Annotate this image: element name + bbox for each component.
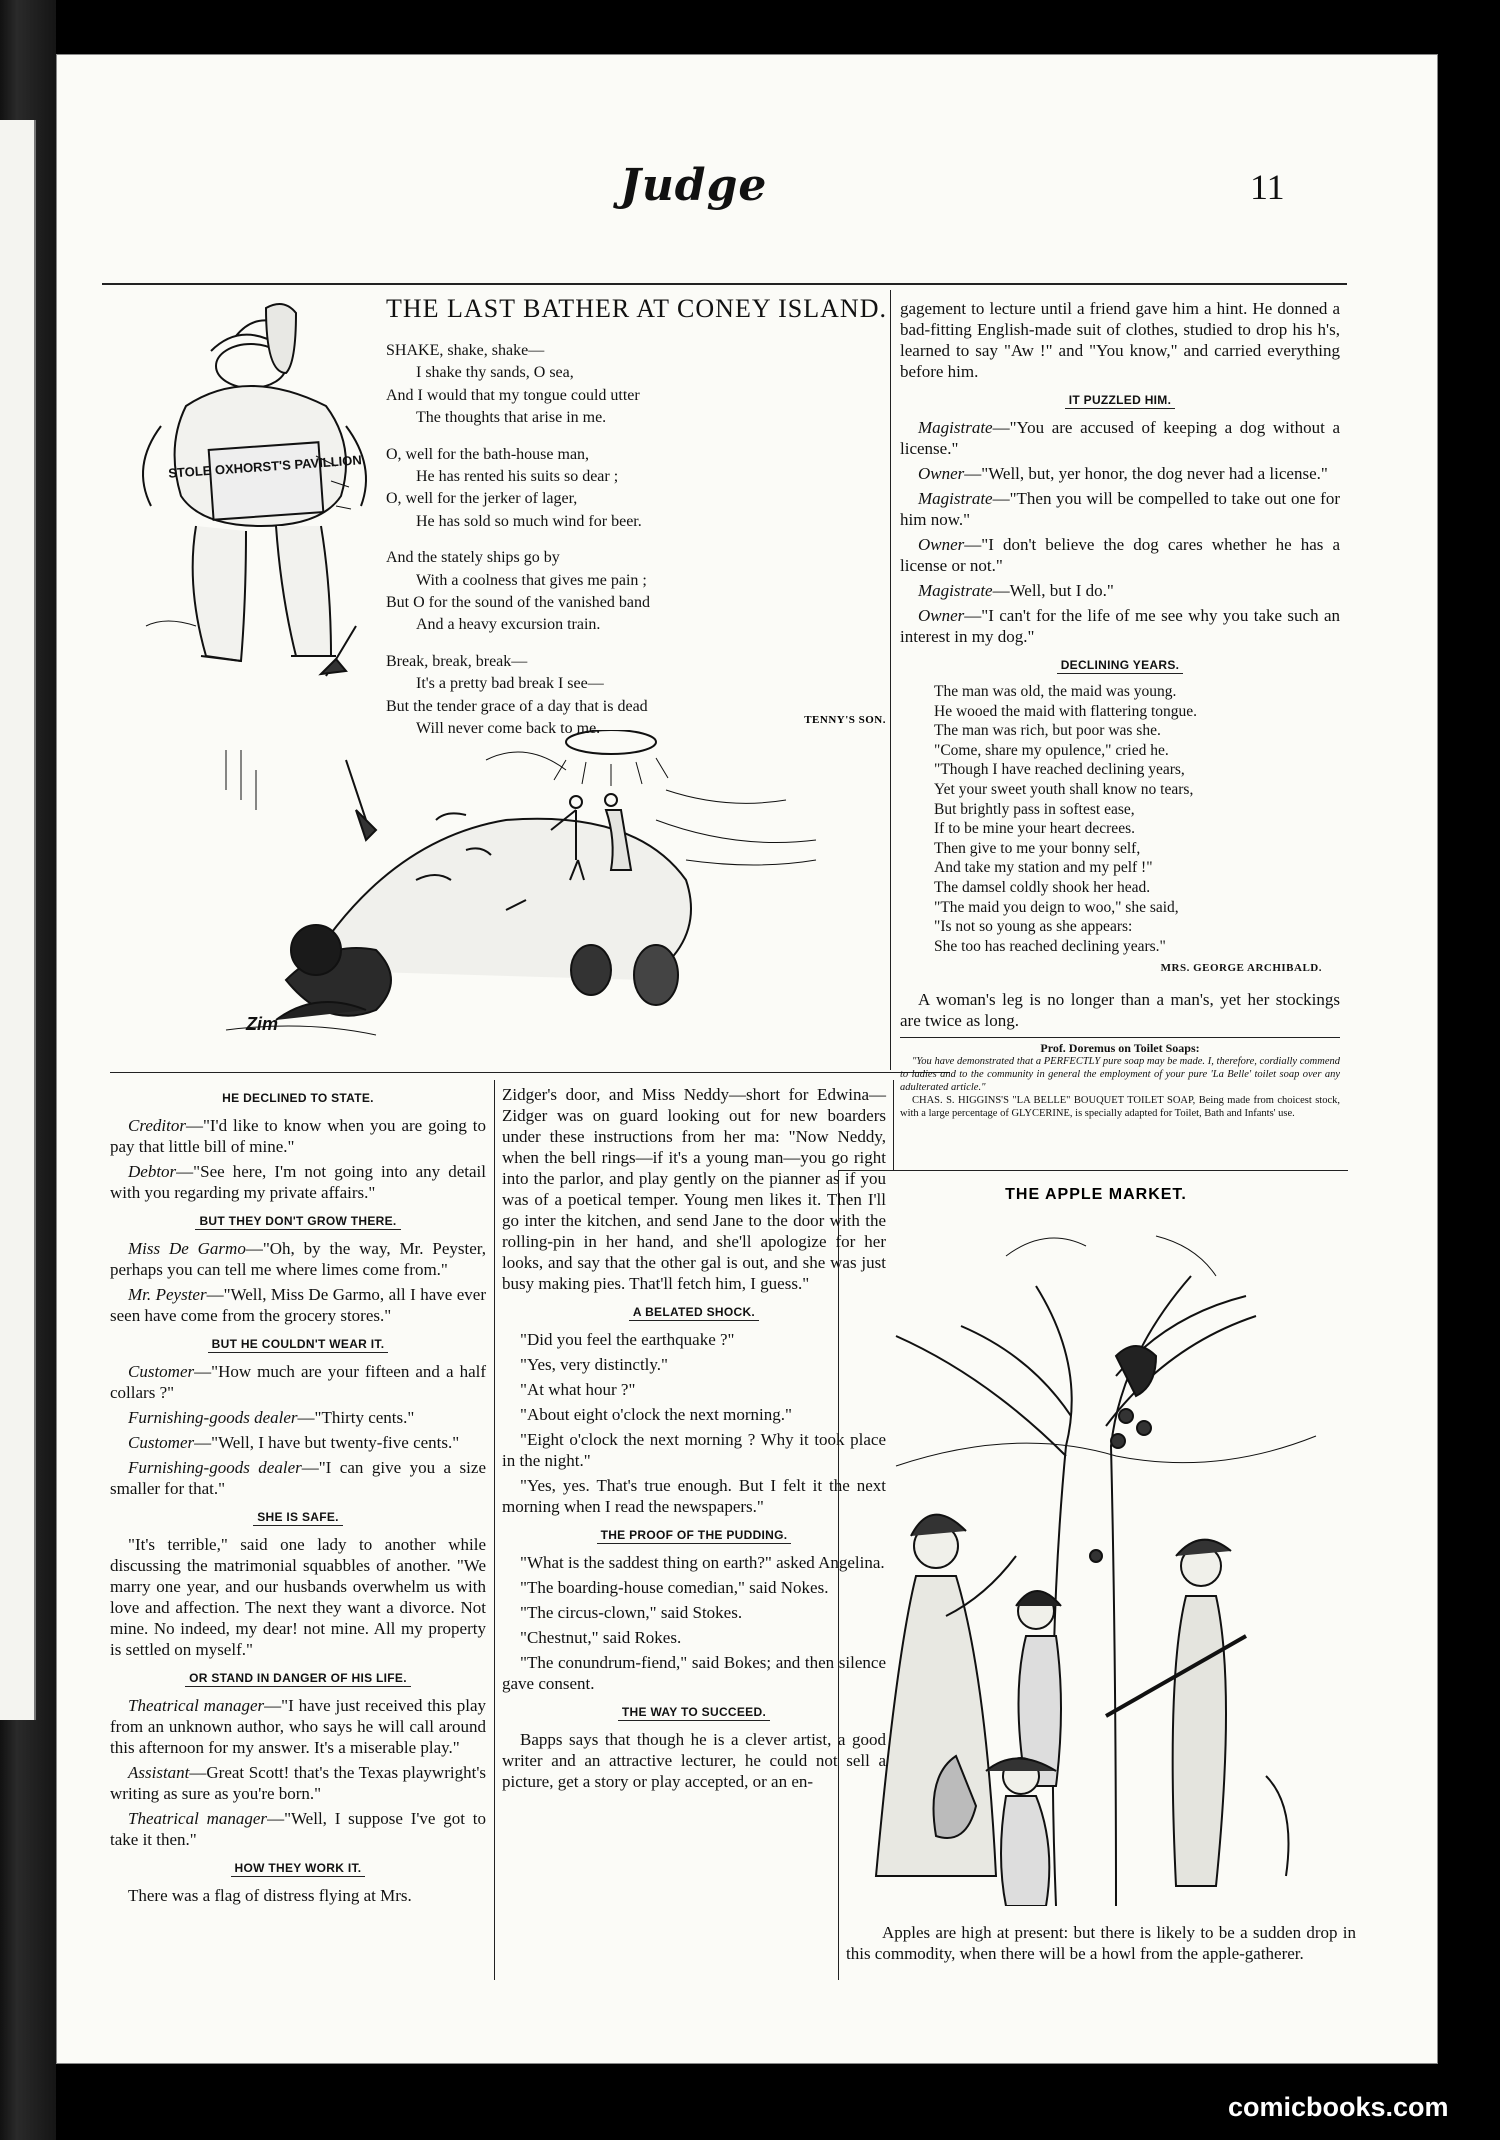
column-rule	[893, 1080, 894, 1170]
dialogue-line	[900, 488, 1340, 530]
speaker: Magistrate	[918, 418, 993, 437]
speaker: Theatrical manager	[128, 1809, 268, 1828]
dialogue-line	[110, 1762, 486, 1804]
dialogue-line	[110, 1808, 486, 1850]
poem-line: O, well for the bath-house man,	[386, 445, 590, 463]
poem-line: Break, break, break—	[386, 652, 528, 670]
stanza	[386, 651, 891, 741]
heading-text: BUT THEY DON'T GROW THERE.	[195, 1214, 400, 1230]
speaker: Customer	[128, 1433, 195, 1452]
speaker: Mr. Peyster	[128, 1285, 207, 1304]
poem-line: With a coolness that gives me pain ;	[416, 571, 647, 589]
dialogue-line	[110, 1115, 486, 1157]
poem-line: It's a pretty bad break I see—	[416, 675, 604, 693]
speaker: Owner	[918, 606, 965, 625]
stanza	[386, 547, 891, 637]
dialogue-line	[110, 1238, 486, 1280]
poem-line: The damsel coldly shook her head.	[934, 878, 1151, 896]
line-text: —"I can't for the life of me see why you take such an interest in my dog."	[900, 606, 1340, 646]
heading-stand-in-danger	[110, 1668, 486, 1689]
heading-text: THE WAY TO SUCCEED.	[618, 1705, 770, 1721]
dialogue-line: "About eight o'clock the next morning."	[520, 1405, 792, 1424]
poem-signature: TENNY'S SON.	[804, 714, 886, 726]
poem-line: But the tender grace of a day that is dead	[386, 697, 648, 715]
poem-line: "Though I have reached declining years,	[934, 761, 1185, 779]
heading-text: THE PROOF OF THE PUDDING.	[597, 1528, 792, 1544]
heading-way-to-succeed	[502, 1702, 886, 1723]
line-text: —"Thirty cents."	[297, 1408, 415, 1427]
dialogue-line	[110, 1432, 486, 1453]
right-column-upper	[900, 298, 1340, 1120]
heading-text: DECLINING YEARS.	[1057, 658, 1184, 674]
section-rule	[110, 1072, 950, 1073]
lecture-continuation: gagement to lecture until a friend gave him a hint. He donned a bad-fitting English-made suit of clothes, studied to drop his h's, learned to say "Aw !" and "You know," and carried everything before him.	[900, 299, 1340, 381]
line-text: —"You are accused of keeping a dog without a license."	[900, 418, 1340, 458]
poem-line: The thoughts that arise in me.	[416, 409, 607, 427]
header-rule	[102, 283, 1347, 285]
dialogue-line: "What is the saddest thing on earth?" asked Angelina.	[520, 1553, 885, 1572]
poem-line: If to be mine your heart decrees.	[934, 820, 1135, 838]
line-text: —"Well, I suppose I've got to take it then."	[110, 1809, 486, 1849]
dialogue-line: "At what hour ?"	[520, 1380, 636, 1399]
heading-text: SHE IS SAFE.	[253, 1510, 343, 1526]
stanza	[386, 340, 891, 430]
heading-how-they-work-it	[110, 1858, 486, 1879]
dialogue-line	[110, 1161, 486, 1203]
dialogue-line	[900, 605, 1340, 647]
poem-line: Then give to me your bonny self,	[934, 839, 1141, 857]
masthead: Judge	[620, 160, 768, 211]
poem-line: And the stately ships go by	[386, 549, 560, 567]
apple-tree-illustration	[856, 1216, 1336, 1906]
heading-text: A BELATED SHOCK.	[629, 1305, 759, 1321]
line-text: —"I have just received this play from an unknown author, who says he will call around this afternoon for my answer. It's a miserable play."	[110, 1696, 486, 1757]
heading-text: IT PUZZLED HIM.	[1065, 393, 1176, 409]
poem-line: O, well for the jerker of lager,	[386, 490, 578, 508]
heading-text: HOW THEY WORK IT.	[231, 1861, 366, 1877]
poem-line: He has sold so much wind for beer.	[416, 512, 642, 530]
barrel-sign: STOLE OXHORST'S PAVILLION	[167, 452, 363, 481]
dialogue-line: "The boarding-house comedian," said Nokes.	[520, 1578, 829, 1597]
column-rule	[494, 1080, 495, 1980]
caption-text: Apples are high at present: but there is likely to be a sudden drop in this commodity, when there will be a howl from the apple-gatherer.	[846, 1923, 1356, 1963]
speaker: Assistant	[128, 1763, 190, 1782]
speaker: Magistrate	[918, 581, 993, 600]
poem-line: And a heavy excursion train.	[416, 616, 601, 634]
ad-title: Prof. Doremus on Toilet Soaps:	[1040, 1041, 1200, 1056]
ad-body: CHAS. S. HIGGINS'S "LA BELLE" BOUQUET TOILET SOAP, Being made from choicest stock, with a large percentage of GLYCERINE, is specially adapted for Toilet, Bath and Infants' use.	[900, 1095, 1340, 1120]
heading-dont-grow-there	[110, 1211, 486, 1232]
dialogue-line	[110, 1284, 486, 1326]
poem-line: "The maid you deign to woo," she said,	[934, 898, 1179, 916]
stanza	[386, 444, 891, 534]
line-text: —"Then you will be compelled to take out one for him now."	[900, 489, 1340, 529]
speaker: Creditor	[128, 1116, 186, 1135]
line-text: —"Well, Miss De Garmo, all I have ever seen have come from the grocery stores."	[110, 1285, 486, 1325]
page-content	[56, 0, 1438, 2010]
dialogue-line	[110, 1457, 486, 1499]
beach-scene-illustration	[186, 730, 886, 1060]
lower-column-2	[502, 1084, 886, 1796]
line-text: —"See here, I'm not going into any detail with you regarding my private affairs."	[110, 1162, 486, 1202]
paragraph: Bapps says that though he is a clever artist, a good writer and an attractive lecturer, he could not sell a picture, get a story or play accepted, or an en-	[502, 1730, 886, 1791]
poem-line: He wooed the maid with flattering tongue.	[934, 702, 1198, 720]
heading-belated-shock	[502, 1302, 886, 1323]
apple-box-rule	[838, 1170, 1348, 1171]
line-text: —"Well, I have but twenty-five cents."	[194, 1433, 460, 1452]
speaker: Owner	[918, 464, 965, 483]
heading-couldnt-wear-it	[110, 1334, 486, 1355]
heading-declining-years	[900, 655, 1340, 676]
dialogue-line	[900, 580, 1340, 601]
dialogue-line	[900, 534, 1340, 576]
paragraph: There was a flag of distress flying at Mrs.	[128, 1886, 412, 1905]
dialogue-line: "Yes, yes. That's true enough. But I felt it the next morning when I read the newspapers."	[502, 1476, 886, 1516]
speaker: Miss De Garmo	[128, 1239, 246, 1258]
heading-text: BUT HE COULDN'T WEAR IT.	[208, 1337, 389, 1353]
line-text: —Well, but I do."	[992, 581, 1114, 600]
speaker: Theatrical manager	[128, 1696, 265, 1715]
poem-line: Will never come back to me.	[416, 720, 601, 738]
poem-line: SHAKE, shake, shake—	[386, 342, 545, 359]
speaker: Customer	[128, 1362, 195, 1381]
speaker: Debtor	[128, 1162, 177, 1181]
dialogue-line	[110, 1695, 486, 1758]
poem-line: She too has reached declining years."	[934, 937, 1166, 955]
heading-she-is-safe	[110, 1507, 486, 1528]
artist-signature: Zim	[246, 1014, 279, 1034]
leg-joke: A woman's leg is no longer than a man's, yet her stockings are twice as long.	[900, 990, 1340, 1031]
dialogue-line	[110, 1361, 486, 1403]
dialogue-line: "Did you feel the earthquake ?"	[520, 1330, 735, 1349]
dialogue-line	[900, 417, 1340, 459]
speaker: Furnishing-goods dealer	[128, 1408, 298, 1427]
line-text: —Great Scott! that's the Texas playwright's writing as sure as you're born."	[110, 1763, 486, 1803]
poem-line: "Is not so young as she appears:	[934, 918, 1133, 936]
poem-line: The man was old, the maid was young.	[934, 683, 1177, 700]
line-text: —"I don't believe the dog cares whether he has a license or not."	[900, 535, 1340, 575]
poem-signature: MRS. GEORGE ARCHIBALD.	[1160, 962, 1322, 975]
line-text: —"Oh, by the way, Mr. Peyster, perhaps you can tell me where limes come from."	[110, 1239, 486, 1279]
heading-text: OR STAND IN DANGER OF HIS LIFE.	[185, 1671, 411, 1687]
line-text: —"I'd like to know when you are going to pay that little bill of mine."	[110, 1116, 486, 1156]
poem-line: And take my station and my pelf !"	[934, 859, 1153, 877]
heading-proof-of-pudding	[502, 1525, 886, 1546]
speaker: Owner	[918, 535, 965, 554]
heading-it-puzzled-him	[900, 390, 1340, 411]
speaker: Magistrate	[918, 489, 993, 508]
dialogue-line: "Yes, very distinctly."	[520, 1355, 668, 1374]
watermark: comicbooks.com	[1228, 2092, 1449, 2122]
poem-line: "Come, share my opulence," cried he.	[934, 741, 1169, 759]
dialogue-line: "The circus-clown," said Stokes.	[520, 1603, 743, 1622]
dialogue-line: "Eight o'clock the next morning ? Why it took place in the night."	[502, 1430, 886, 1470]
poem-line: And I would that my tongue could utter	[386, 386, 640, 404]
coney-poem	[386, 340, 891, 741]
apple-caption	[846, 1922, 1356, 1964]
poem-title: THE LAST BATHER AT CONEY ISLAND.	[386, 294, 887, 323]
page-number: 11	[1250, 167, 1285, 207]
heading-text: HE DECLINED TO STATE.	[222, 1091, 374, 1105]
poem-line: Yet your sweet youth shall know no tears,	[934, 780, 1194, 798]
paragraph: Zidger's door, and Miss Neddy—short for Edwina—Zidger was on guard looking out for new boarders under these instructions from her ma: "Now Neddy, when the bell rings—if it's a young man—you go right into the parlor, and play gently on the pianner as if you was of a poetical temper. Young men likes it. Then I'll go inter the kitchen, and send Jane to the door with the rolling-pin in her hand, and she'll apologize for her looks, and say that the other gal is out, and she was just busy making pies. That'll fetch him, I guess."	[502, 1085, 886, 1293]
bather-figure-illustration	[116, 296, 396, 716]
line-text: —"Well, but, yer honor, the dog never had a license."	[964, 464, 1328, 483]
divider	[900, 1037, 1340, 1038]
dialogue-line: "The conundrum-fiend," said Bokes; and then silence gave consent.	[502, 1653, 886, 1693]
lower-column-1	[110, 1084, 486, 1910]
dialogue-line	[110, 1407, 486, 1428]
line-text: —"How much are your fifteen and a half collars ?"	[110, 1362, 486, 1402]
ad-quote: "You have demonstrated that a PERFECTLY pure soap may be made. I, therefore, cordially commend to ladies and to the community in general the employment of your pure 'La Belle' toilet soap over any adulterated article."	[900, 1056, 1340, 1094]
scan-border	[1438, 0, 1500, 2140]
declining-poem	[900, 682, 1340, 956]
paragraph: "It's terrible," said one lady to another while discussing the matrimonial squabbles of another. "We marry one year, and our husbands overwhelm us with love and affection. The next they want a divorce. Not mine. No indeed, my dear! not mine. All my property is settled on myself."	[110, 1535, 486, 1659]
heading-he-declined	[110, 1088, 486, 1109]
line-text: —"I can give you a size smaller for that."	[110, 1458, 486, 1498]
poem-line: But O for the sound of the vanished band	[386, 594, 650, 612]
poem-line: I shake thy sands, O sea,	[416, 364, 574, 382]
dialogue-line	[900, 463, 1340, 484]
speaker: Furnishing-goods dealer	[128, 1458, 302, 1477]
apple-market-title: THE APPLE MARKET.	[1005, 1186, 1187, 1203]
dialogue-line: "Chestnut," said Rokes.	[520, 1628, 682, 1647]
poem-line: The man was rich, but poor was she.	[934, 722, 1161, 740]
poem-line: But brightly pass in softest ease,	[934, 800, 1135, 818]
facing-page-edge	[0, 120, 36, 1720]
poem-line: He has rented his suits so dear ;	[416, 468, 619, 486]
soap-advertisement	[900, 1042, 1340, 1120]
